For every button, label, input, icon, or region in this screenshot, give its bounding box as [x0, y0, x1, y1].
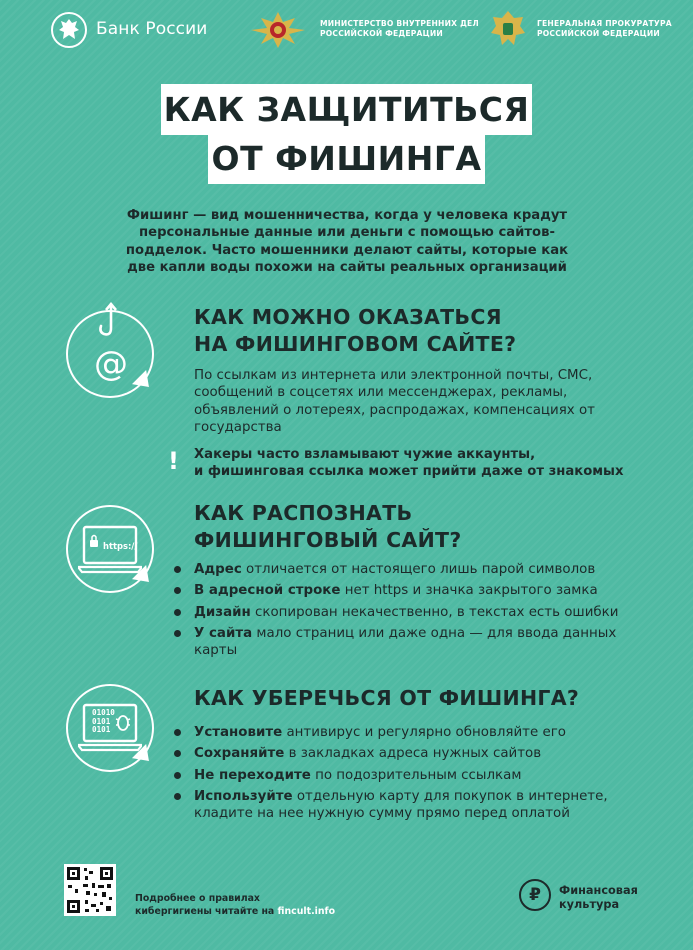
list-item	[172, 561, 642, 578]
warning-line1: Хакеры часто взламывают чужие аккаунты,	[194, 447, 536, 462]
binary-code-text	[92, 709, 115, 735]
binary-line3: 0101	[92, 725, 111, 735]
title-line2: ОТ ФИШИНГА	[211, 139, 482, 178]
list-item-bold: Установите	[194, 725, 283, 740]
section1-heading-line1: КАК МОЖНО ОКАЗАТЬСЯ	[194, 305, 502, 329]
prosecutor-emblem-icon	[487, 8, 529, 50]
binary-line2: 0101	[92, 716, 111, 726]
section1-paragraph: По ссылкам из интернета или электронной почты, СМС, сообщений в соцсетях или мессенджерах, рекламы, объявлений о лотереях, распродажах, компенсациях от государства	[194, 368, 595, 435]
list-item	[172, 788, 642, 823]
list-item-bold: Сохраняйте	[194, 746, 285, 762]
section3-heading: КАК УБЕРЕЧЬСЯ ОТ ФИШИНГА?	[194, 686, 580, 710]
list-item-text: мало страниц или даже одна — для ввода данных карты	[194, 625, 617, 659]
section2-heading	[194, 500, 462, 554]
qr-code[interactable]	[64, 864, 116, 916]
mvd-line1: МИНИСТЕРСТВО ВНУТРЕННИХ ДЕЛ	[320, 19, 479, 28]
section2-list	[172, 561, 642, 663]
list-item	[172, 745, 642, 762]
section1-warning	[194, 446, 634, 481]
list-item-text: по подозрительным ссылкам	[310, 767, 522, 783]
list-item-bold: У сайта	[194, 625, 253, 641]
svg-text:@: @	[94, 344, 128, 384]
section2-heading-line1: КАК РАСПОЗНАТЬ	[194, 501, 413, 525]
title-box-line2	[208, 133, 485, 184]
title-line1: КАК ЗАЩИТИТЬСЯ	[163, 90, 530, 129]
section1-heading-line2: НА ФИШИНГОВОМ САЙТЕ?	[194, 332, 517, 356]
list-item-text: скопирован некачественно, в текстах есть ошибки	[250, 604, 619, 620]
fin-line2: культура	[559, 898, 620, 911]
intro-text: Фишинг — вид мошенничества, когда у человека крадут персональные данные или деньги с помощью сайтов-подделок. Часто мошенники делают сайты, которые как две капли воды похожи на сайты реальных организаций	[125, 208, 569, 275]
section2-heading-line2: ФИШИНГОВЫЙ САЙТ?	[194, 528, 462, 552]
list-item-text: в закладках адреса нужных сайтов	[284, 746, 542, 762]
list-item	[172, 604, 642, 621]
https-label: https://	[103, 541, 138, 551]
list-item-text: отличается от настоящего лишь парой символов	[241, 562, 596, 577]
list-item-text: антивирус и регулярно обновляйте его	[282, 725, 566, 740]
footer-line2-prefix: кибергигиены читайте на	[135, 905, 278, 917]
bank-of-russia-logo	[51, 12, 87, 48]
footer-line1: Подробнее о правилах	[135, 893, 260, 904]
list-item-text: отдельную карту для покупок в интернете, кладите на нее нужную сумму прямо перед оплатой	[194, 788, 608, 822]
hook-at-icon	[84, 300, 138, 390]
list-item-bold: Используйте	[194, 788, 293, 804]
list-item	[172, 625, 642, 660]
warning-mark: !	[168, 447, 179, 475]
list-item-bold: Не переходите	[194, 767, 311, 783]
list-item-bold: В адресной строке	[194, 583, 341, 599]
section1-heading	[194, 304, 516, 358]
fin-line1: Финансовая	[559, 884, 638, 897]
footer-line2	[135, 906, 335, 919]
list-item	[172, 724, 642, 741]
mvd-line2: РОССИЙСКОЙ ФЕДЕРАЦИИ	[320, 29, 443, 38]
section3-list	[172, 724, 642, 826]
title-box-line1	[161, 84, 532, 135]
list-item	[172, 582, 642, 599]
list-item-text: нет https и значка закрытого замка	[340, 583, 598, 599]
prosecutor-label	[537, 19, 672, 39]
list-item	[172, 767, 642, 784]
bank-name: Банк России	[96, 19, 208, 39]
list-item-bold: Дизайн	[194, 604, 251, 620]
footer-text	[135, 893, 335, 918]
gp-line2: РОССИЙСКОЙ ФЕДЕРАЦИИ	[537, 29, 660, 38]
ruble-icon: ₽	[519, 879, 551, 911]
mvd-label	[320, 19, 479, 39]
warning-line2: и фишинговая ссылка может прийти даже от знакомых	[194, 464, 624, 480]
binary-line1: 01010	[92, 708, 115, 717]
fincult-link[interactable]: fincult.info	[277, 905, 336, 917]
financial-culture-logo	[559, 884, 638, 912]
gp-line1: ГЕНЕРАЛЬНАЯ ПРОКУРАТУРА	[537, 19, 672, 28]
list-item-bold: Адрес	[194, 562, 242, 577]
mvd-emblem-icon	[243, 8, 313, 50]
